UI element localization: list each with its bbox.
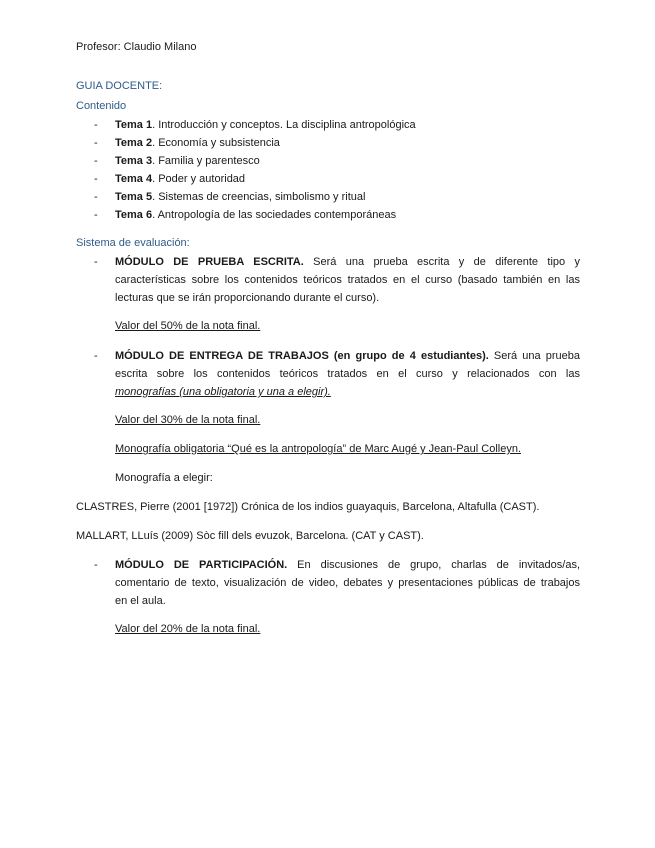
topic-label: Tema 1: [115, 119, 153, 131]
list-bullet: -: [94, 559, 98, 571]
topic-text: . Sistemas de creencias, simbolismo y ritual: [152, 191, 366, 203]
topic-item: [115, 190, 365, 204]
choose-monograph-label: Monografía a elegir:: [115, 472, 213, 484]
list-bullet: -: [94, 173, 98, 185]
topic-text: . Antropología de las sociedades contemporáneas: [152, 209, 397, 221]
list-bullet: -: [94, 119, 98, 131]
works-title: MÓDULO DE ENTREGA DE TRABAJOS (en grupo de 4 estudiantes).: [115, 350, 489, 362]
reference-mallart: MALLART, LLuís (2009) Sòc fill dels evuzok, Barcelona. (CAT y CAST).: [76, 530, 424, 542]
participation-value: Valor del 20% de la nota final.: [115, 623, 261, 635]
topic-label: Tema 2: [115, 137, 153, 149]
mandatory-monograph: Monografía obligatoria “Qué es la antropología” de Marc Augé y Jean-Paul Colleyn.: [115, 443, 522, 455]
list-bullet: -: [94, 256, 98, 268]
reference-clastres: CLASTRES, Pierre (2001 [1972]) Crónica de los indios guayaquis, Barcelona, Altafulla (CAST).: [76, 501, 540, 513]
works-text: Será una prueba: [488, 350, 580, 362]
list-bullet: -: [94, 137, 98, 149]
topic-item: [115, 136, 280, 150]
participation-text: En discusiones de grupo, charlas de invitados/as,: [287, 559, 581, 571]
topic-item: [115, 118, 416, 132]
participation-title: MÓDULO DE PARTICIPACIÓN.: [115, 559, 288, 571]
professor-line: Profesor: Claudio Milano: [76, 41, 197, 53]
list-bullet: -: [94, 209, 98, 221]
works-value: Valor del 30% de la nota final.: [115, 414, 261, 426]
written-value: Valor del 50% de la nota final.: [115, 320, 261, 332]
guide-title: GUIA DOCENTE:: [76, 80, 163, 92]
topic-label: Tema 5: [115, 191, 153, 203]
topic-text: . Introducción y conceptos. La disciplina antropológica: [152, 119, 416, 131]
written-text: características sobre los contenidos teóricos tratados en el curso (basado también en las: [115, 274, 580, 286]
written-text: lecturas que se irán proporcionando durante el curso).: [115, 292, 380, 304]
evaluation-heading: Sistema de evaluación:: [76, 237, 190, 249]
list-bullet: -: [94, 191, 98, 203]
written-title: MÓDULO DE PRUEBA ESCRITA.: [115, 256, 304, 268]
topic-item: [115, 208, 396, 222]
contents-heading: Contenido: [76, 100, 127, 112]
written-module: [115, 253, 580, 307]
works-monographs-note: monografías (una obligatoria y una a elegir).: [115, 386, 331, 398]
topic-text: . Poder y autoridad: [152, 173, 246, 185]
topic-text: . Familia y parentesco: [152, 155, 260, 167]
topic-item: [115, 172, 245, 186]
participation-text: comentario de texto, visualización de video, debates y presentaciones públicas de trabajos: [115, 577, 580, 589]
topic-label: Tema 3: [115, 155, 153, 167]
participation-text: en el aula.: [115, 595, 166, 607]
list-bullet: -: [94, 155, 98, 167]
topic-item: [115, 154, 260, 168]
list-bullet: -: [94, 350, 98, 362]
written-text: Será una prueba escrita y de diferente tipo y: [303, 256, 580, 268]
topic-label: Tema 6: [115, 209, 153, 221]
topic-text: . Economía y subsistencia: [152, 137, 280, 149]
topic-label: Tema 4: [115, 173, 153, 185]
works-text: escrita sobre los contenidos teóricos tratados en el curso y relacionados con las: [115, 368, 580, 380]
participation-module: [115, 556, 580, 610]
works-module: [115, 347, 580, 401]
